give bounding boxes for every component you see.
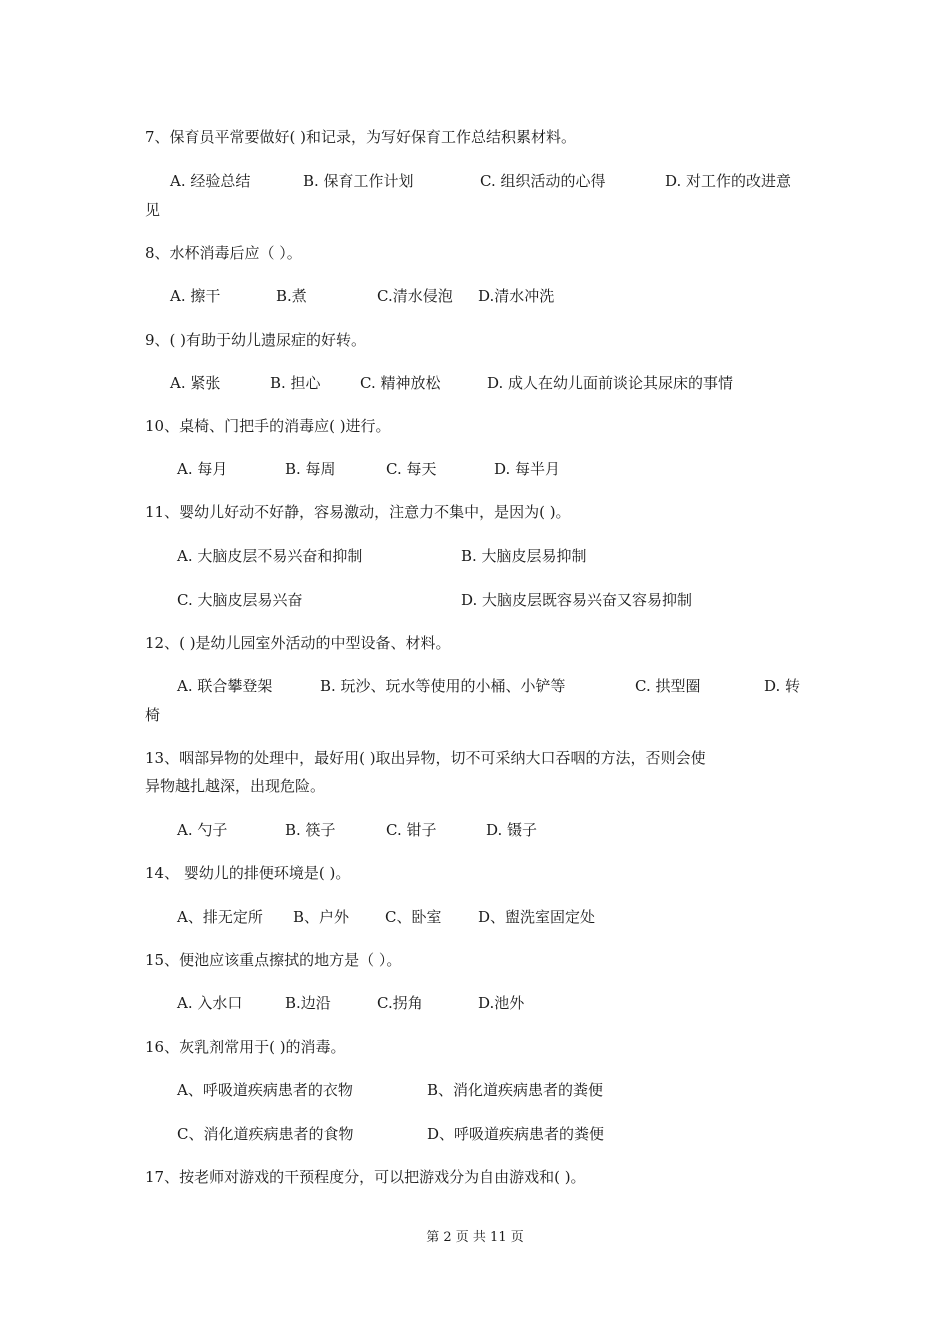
option-wrap-text: 见: [145, 201, 161, 219]
option-a: A. 联合攀登架: [177, 677, 273, 695]
option-row: [177, 907, 827, 927]
option-c: C、卧室: [385, 908, 442, 926]
option-d: D.清水冲洗: [478, 287, 555, 305]
option-b: B、户外: [293, 908, 350, 926]
question-stem: 16、灰乳剂常用于( )的消毒。: [145, 1038, 346, 1056]
option-c: C.清水侵泡: [377, 287, 453, 305]
option-d: D. 大脑皮层既容易兴奋又容易抑制: [461, 591, 693, 609]
option-c: C. 拱型圈: [635, 677, 701, 695]
option-d: D、呼吸道疾病患者的粪便: [427, 1125, 605, 1143]
option-c: C、消化道疾病患者的食物: [177, 1125, 354, 1143]
option-c: C. 精神放松: [360, 374, 441, 392]
option-c: C. 大脑皮层易兴奋: [177, 591, 303, 609]
question-stem: 17、按老师对游戏的干预程度分，可以把游戏分为自由游戏和( )。: [145, 1168, 586, 1186]
option-row: [170, 171, 830, 191]
question-stem: 12、( )是幼儿园室外活动的中型设备、材料。: [145, 634, 451, 652]
option-a: A. 紧张: [170, 374, 221, 392]
option-c: C. 组织活动的心得: [480, 172, 606, 190]
question-stem: 14、 婴幼儿的排便环境是( )。: [145, 864, 351, 882]
page-number: 第 2 页 共 11 页: [426, 1230, 524, 1245]
option-b: B、消化道疾病患者的粪便: [427, 1081, 604, 1099]
question-stem: 13、咽部异物的处理中，最好用( )取出异物，切不可采纳大口吞咽的方法，否则会使: [145, 749, 706, 767]
option-a: A、排无定所: [177, 908, 263, 926]
option-d: D. 对工作的改进意: [665, 172, 792, 190]
option-b: B.煮: [276, 287, 307, 305]
question-stem: 11、婴幼儿好动不好静，容易激动，注意力不集中，是因为( )。: [145, 503, 571, 521]
option-a: A. 入水口: [177, 994, 243, 1012]
option-row: [177, 546, 827, 566]
option-b: B. 筷子: [285, 821, 336, 839]
question-stem-continuation: 异物越扎越深，出现危险。: [145, 777, 326, 795]
question-stem: 10、桌椅、门把手的消毒应( )进行。: [145, 417, 391, 435]
option-b: B.边沿: [285, 994, 331, 1012]
option-a: A. 勺子: [177, 821, 228, 839]
option-d: D. 转: [764, 677, 801, 695]
option-row: [177, 676, 827, 696]
option-b: B. 玩沙、玩水等使用的小桶、小铲等: [320, 677, 566, 695]
option-d: D. 镊子: [486, 821, 538, 839]
option-d: D. 成人在幼儿面前谈论其尿床的事情: [487, 374, 734, 392]
option-b: B. 每周: [285, 460, 336, 478]
option-c: C.拐角: [377, 994, 423, 1012]
option-row: [177, 590, 827, 610]
option-d: D、盥洗室固定处: [478, 908, 596, 926]
option-a: A. 经验总结: [170, 172, 251, 190]
option-row: [177, 1124, 827, 1144]
option-row: [177, 820, 827, 840]
option-row: [170, 286, 830, 306]
option-d: D. 每半月: [494, 460, 561, 478]
option-b: B. 大脑皮层易抑制: [461, 547, 587, 565]
question-stem: 9、( )有助于幼儿遗尿症的好转。: [145, 331, 367, 349]
option-d: D.池外: [478, 994, 525, 1012]
question-stem: 8、水杯消毒后应（ ）。: [145, 244, 302, 262]
option-row: [177, 993, 827, 1013]
option-wrap-text: 椅: [145, 706, 161, 724]
option-row: [177, 1080, 827, 1100]
option-b: B. 担心: [270, 374, 321, 392]
question-stem: 7、保育员平常要做好( )和记录，为写好保育工作总结积累材料。: [145, 128, 577, 146]
question-stem: 15、便池应该重点擦拭的地方是（ ）。: [145, 951, 402, 969]
option-c: C. 每天: [386, 460, 437, 478]
option-a: A. 大脑皮层不易兴奋和抑制: [177, 547, 363, 565]
option-a: A. 擦干: [170, 287, 221, 305]
option-a: A、呼吸道疾病患者的衣物: [177, 1081, 353, 1099]
option-row: [170, 373, 830, 393]
option-a: A. 每月: [177, 460, 228, 478]
option-c: C. 钳子: [386, 821, 437, 839]
option-row: [177, 459, 827, 479]
option-b: B. 保育工作计划: [303, 172, 414, 190]
